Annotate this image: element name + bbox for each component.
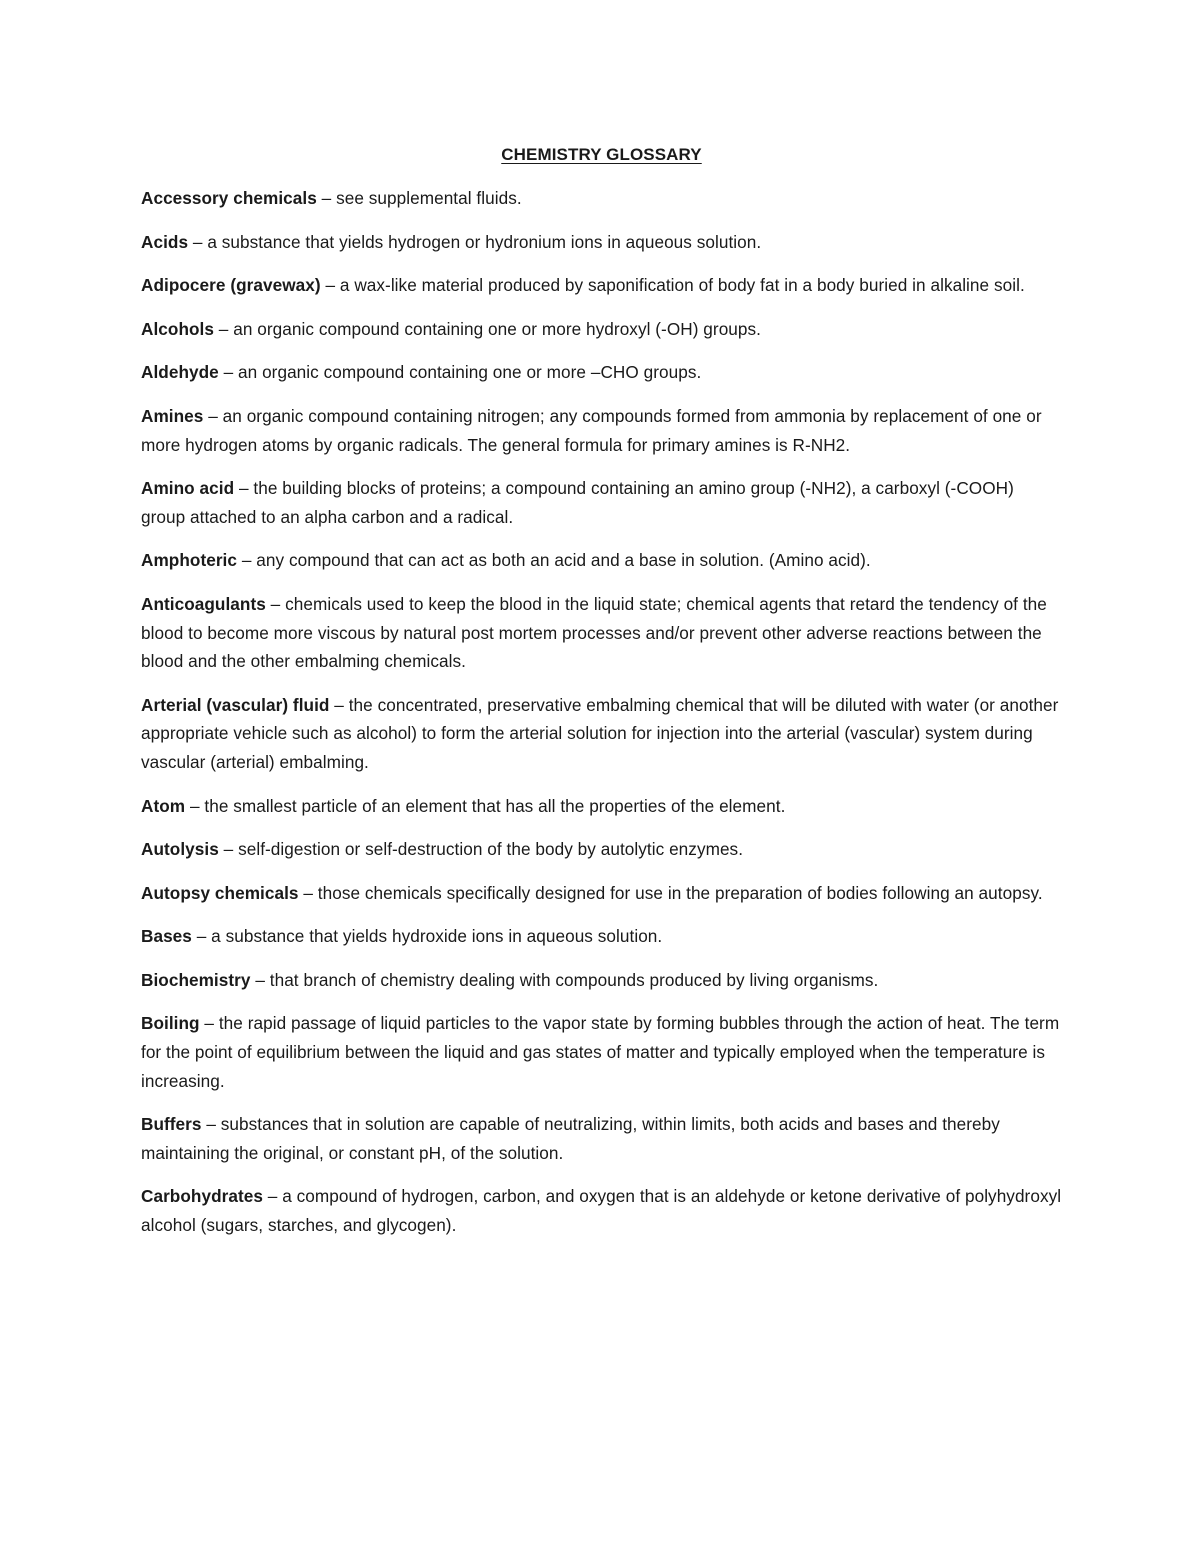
glossary-entry	[141, 546, 1062, 575]
glossary-entry	[141, 402, 1062, 459]
glossary-definition: the building blocks of proteins; a compound containing an amino group (-NH2), a carboxyl (-COOH) group attached to an alpha carbon and a radical.	[141, 478, 1014, 527]
glossary-term: Bases	[141, 926, 192, 947]
glossary-term: Amino acid	[141, 478, 235, 499]
glossary-entry	[141, 1110, 1062, 1167]
glossary-definition: self-digestion or self-destruction of the body by autolytic enzymes.	[238, 839, 744, 860]
term-separator: –	[262, 1186, 283, 1207]
term-separator: –	[329, 694, 349, 715]
term-separator: –	[185, 795, 205, 816]
glossary-entry	[141, 590, 1062, 676]
term-separator: –	[265, 593, 286, 614]
glossary-definition: a wax-like material produced by saponification of body fat in a body buried in alkaline soil.	[339, 275, 1025, 296]
glossary-definition: an organic compound containing one or more hydroxyl (-OH) groups.	[233, 318, 761, 339]
glossary-definition: see supplemental fluids.	[336, 188, 522, 208]
term-separator: –	[213, 318, 234, 339]
glossary-term: Autolysis	[141, 839, 219, 860]
term-separator: –	[218, 839, 239, 860]
glossary-term: Aldehyde	[141, 362, 219, 383]
term-separator: –	[234, 478, 254, 499]
glossary-term: Alcohols	[141, 318, 214, 339]
glossary-entry	[141, 358, 1062, 387]
glossary-term: Atom	[141, 795, 186, 816]
glossary-term: Acids	[141, 231, 189, 252]
glossary-entry	[141, 879, 1062, 908]
glossary-entry	[141, 835, 1062, 864]
glossary-term: Carbohydrates	[141, 1186, 263, 1207]
glossary-definition: a substance that yields hydrogen or hydronium ions in aqueous solution.	[207, 231, 762, 252]
glossary-term: Boiling	[141, 1013, 200, 1034]
glossary-entry	[141, 1182, 1062, 1239]
glossary-definition: those chemicals specifically designed for use in the preparation of bodies following an autopsy.	[317, 882, 1043, 903]
term-separator: –	[298, 882, 318, 903]
glossary-term: Adipocere (gravewax)	[141, 275, 321, 296]
glossary-entry	[141, 474, 1062, 531]
term-separator: –	[201, 1114, 221, 1135]
glossary-definition: chemicals used to keep the blood in the liquid state; chemical agents that retard the tendency of the blood to become more viscous by natural post mortem processes and/or prevent other adverse reactions between the blood and the other embalming chemicals.	[141, 593, 1047, 672]
glossary-term: Buffers	[141, 1114, 202, 1135]
glossary-list	[141, 184, 1062, 1240]
glossary-entry	[141, 228, 1062, 257]
glossary-term: Amines	[141, 405, 204, 426]
document-title: CHEMISTRY GLOSSARY	[501, 145, 702, 164]
glossary-entry	[141, 184, 1062, 213]
glossary-definition: the rapid passage of liquid particles to the vapor state by forming bubbles through the action of heat. The term for the point of equilibrium between the liquid and gas states of matter and typically employed when the temperature is increasing.	[141, 1013, 1060, 1091]
term-separator: –	[203, 405, 223, 426]
glossary-entry	[141, 792, 1062, 821]
glossary-term: Accessory chemicals	[141, 188, 317, 208]
glossary-definition: a compound of hydrogen, carbon, and oxygen that is an aldehyde or ketone derivative of polyhydroxyl alcohol (sugars, starches, and glycogen).	[141, 1186, 1062, 1236]
term-separator: –	[320, 275, 340, 296]
glossary-entry	[141, 315, 1062, 344]
term-separator: –	[316, 188, 337, 208]
term-separator: –	[191, 926, 212, 947]
term-separator: –	[188, 231, 208, 252]
glossary-entry	[141, 1009, 1062, 1095]
glossary-term: Autopsy chemicals	[141, 882, 299, 903]
glossary-definition: an organic compound containing one or more –CHO groups.	[238, 362, 702, 383]
glossary-entry	[141, 691, 1062, 777]
glossary-definition: a substance that yields hydroxide ions in aqueous solution.	[211, 926, 663, 947]
glossary-definition: any compound that can act as both an acid and a base in solution. (Amino acid).	[256, 550, 871, 571]
glossary-term: Biochemistry	[141, 969, 251, 990]
glossary-term: Amphoteric	[141, 550, 237, 571]
term-separator: –	[199, 1013, 219, 1034]
term-separator: –	[218, 362, 239, 383]
glossary-definition: substances that in solution are capable of neutralizing, within limits, both acids and bases and thereby maintaining the original, or constant pH, of the solution.	[141, 1114, 1000, 1163]
glossary-entry	[141, 966, 1062, 995]
glossary-term: Anticoagulants	[141, 593, 266, 614]
glossary-definition: the smallest particle of an element that has all the properties of the element.	[204, 795, 786, 816]
glossary-entry	[141, 922, 1062, 951]
glossary-term: Arterial (vascular) fluid	[141, 694, 330, 715]
glossary-entry	[141, 271, 1062, 300]
glossary-definition: that branch of chemistry dealing with compounds produced by living organisms.	[269, 969, 879, 990]
glossary-definition: an organic compound containing nitrogen; any compounds formed from ammonia by replacement of one or more hydrogen atoms by organic radicals. The general formula for primary amines is R-NH2.	[141, 405, 1042, 455]
glossary-definition: the concentrated, preservative embalming chemical that will be diluted with water (or another appropriate vehicle such as alcohol) to form the arterial solution for injection into the arterial (vascular) system during vascular (arterial) embalming.	[141, 694, 1059, 772]
term-separator: –	[250, 969, 270, 990]
term-separator: –	[237, 550, 257, 571]
